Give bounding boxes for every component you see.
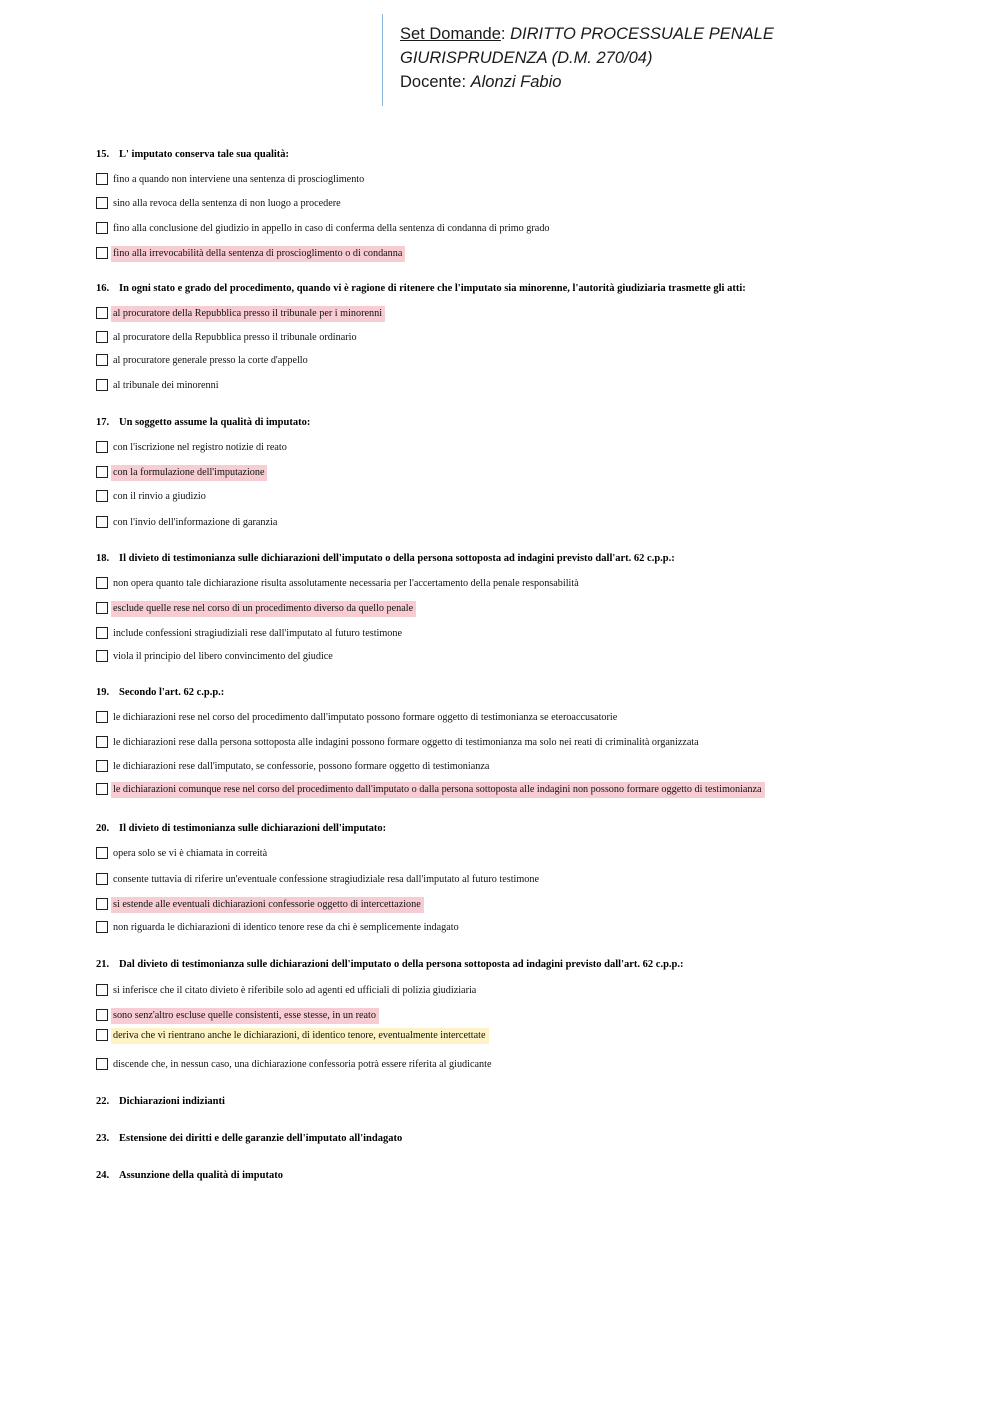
option-text: al procuratore della Repubblica presso il tribunale ordinario [113, 332, 357, 343]
question-number: 17. [96, 417, 110, 428]
option-text: si inferisce che il citato divieto è riferibile solo ad agenti ed ufficiali di polizia giudiziaria [113, 985, 477, 996]
question-24 [96, 1170, 283, 1181]
answer-checkbox[interactable] [96, 760, 108, 772]
question-text: Secondo l'art. 62 c.p.p.: [119, 687, 225, 698]
question-number: 21. [96, 959, 110, 970]
answer-checkbox[interactable] [96, 783, 108, 795]
course-title-line1: DIRITTO PROCESSUALE PENALE [510, 25, 774, 43]
teacher-name: Alonzi Fabio [470, 73, 562, 91]
option-text: sino alla revoca della sentenza di non luogo a procedere [113, 198, 341, 209]
question-number: 20. [96, 823, 110, 834]
answer-checkbox[interactable] [96, 1058, 108, 1070]
answer-checkbox[interactable] [96, 627, 108, 639]
answer-checkbox[interactable] [96, 222, 108, 234]
question-text: Dichiarazioni indizianti [119, 1096, 225, 1107]
answer-checkbox[interactable] [96, 247, 108, 259]
option-text: fino a quando non interviene una sentenza di proscioglimento [113, 174, 365, 185]
option-text: con l'invio dell'informazione di garanzia [113, 517, 278, 528]
answer-checkbox[interactable] [96, 354, 108, 366]
option-text: discende che, in nessun caso, una dichiarazione confessoria potrà essere riferita al giudicante [113, 1059, 492, 1070]
set-label: Set Domande [400, 25, 501, 43]
question-16 [96, 283, 746, 294]
option-text: non riguarda le dichiarazioni di identico tenore rese da chi è semplicemente indagato [113, 922, 459, 933]
question-21 [96, 959, 684, 970]
question-number: 16. [96, 283, 110, 294]
question-number: 18. [96, 553, 110, 564]
option-text: non opera quanto tale dichiarazione risulta assolutamente necessaria per l'accertamento della penale responsabilità [113, 578, 579, 589]
question-20 [96, 823, 386, 834]
answer-checkbox[interactable] [96, 650, 108, 662]
option-text: le dichiarazioni rese nel corso del procedimento dall'imputato possono formare oggetto di testimonianza se eteroaccusatorie [113, 712, 618, 723]
answer-checkbox[interactable] [96, 331, 108, 343]
question-text: In ogni stato e grado del procedimento, quando vi è ragione di ritenere che l'imputato sia minorenne, l'autorità giudiziaria trasmette gli atti: [119, 283, 746, 294]
answer-checkbox[interactable] [96, 173, 108, 185]
question-22 [96, 1096, 225, 1107]
option-text: con il rinvio a giudizio [113, 491, 206, 502]
option-text: al procuratore della Repubblica presso il tribunale per i minorenni [111, 306, 385, 322]
option-text: opera solo se vi è chiamata in correità [113, 848, 268, 859]
question-text: Dal divieto di testimonianza sulle dichiarazioni dell'imputato o della persona sottoposta ad indagini previsto dall'art. 62 c.p.p.: [119, 959, 684, 970]
answer-checkbox[interactable] [96, 441, 108, 453]
answer-checkbox[interactable] [96, 873, 108, 885]
question-text: Il divieto di testimonianza sulle dichiarazioni dell'imputato o della persona sottoposta ad indagini previsto dall'art. 62 c.p.p.: [119, 553, 675, 564]
option-text: si estende alle eventuali dichiarazioni confessorie oggetto di intercettazione [111, 897, 424, 913]
question-number: 23. [96, 1133, 110, 1144]
question-18 [96, 553, 675, 564]
answer-checkbox[interactable] [96, 307, 108, 319]
answer-checkbox[interactable] [96, 898, 108, 910]
option-text: al tribunale dei minorenni [113, 380, 219, 391]
question-17 [96, 417, 310, 428]
answer-checkbox[interactable] [96, 1009, 108, 1021]
option-text: deriva che vi rientrano anche le dichiarazioni, di identico tenore, eventualmente intercettate [111, 1028, 489, 1044]
option-text: esclude quelle rese nel corso di un procedimento diverso da quello penale [111, 601, 416, 617]
option-text: fino alla conclusione del giudizio in appello in caso di conferma della sentenza di condanna di primo grado [113, 223, 550, 234]
question-text: L' imputato conserva tale sua qualità: [119, 149, 290, 160]
answer-checkbox[interactable] [96, 516, 108, 528]
question-text: Il divieto di testimonianza sulle dichiarazioni dell'imputato: [119, 823, 387, 834]
answer-checkbox[interactable] [96, 197, 108, 209]
answer-checkbox[interactable] [96, 1029, 108, 1041]
option-text: con la formulazione dell'imputazione [111, 465, 267, 481]
option-text: le dichiarazioni rese dalla persona sottoposta alle indagini possono formare oggetto di testimonianza ma solo nei reati di criminalità organizzata [113, 737, 699, 748]
question-15 [96, 149, 289, 160]
header-teacher-line [400, 70, 774, 94]
answer-checkbox[interactable] [96, 466, 108, 478]
question-text: Assunzione della qualità di imputato [119, 1170, 283, 1181]
option-text: sono senz'altro escluse quelle consistenti, esse stesse, in un reato [111, 1008, 379, 1024]
set-separator: : [500, 25, 511, 43]
option-text: consente tuttavia di riferire un'eventuale confessione stragiudiziale resa dall'imputato al futuro testimone [113, 874, 540, 885]
question-text: Estensione dei diritti e delle garanzie dell'imputato all'indagato [119, 1133, 403, 1144]
answer-checkbox[interactable] [96, 490, 108, 502]
answer-checkbox[interactable] [96, 736, 108, 748]
option-text: include confessioni stragiudiziali rese dall'imputato al futuro testimone [113, 628, 402, 639]
teacher-label: Docente: [400, 73, 471, 91]
option-text: fino alla irrevocabilità della sentenza di proscioglimento o di condanna [111, 246, 405, 262]
answer-checkbox[interactable] [96, 602, 108, 614]
question-23 [96, 1133, 402, 1144]
option-text: viola il principio del libero convincimento del giudice [113, 651, 333, 662]
question-number: 15. [96, 149, 110, 160]
question-number: 22. [96, 1096, 110, 1107]
question-number: 19. [96, 687, 110, 698]
answer-checkbox[interactable] [96, 711, 108, 723]
option-text: al procuratore generale presso la corte d'appello [113, 355, 308, 366]
header-set-line [400, 22, 774, 46]
question-text: Un soggetto assume la qualità di imputato: [119, 417, 311, 428]
option-text: le dichiarazioni rese dall'imputato, se confessorie, possono formare oggetto di testimonianza [113, 761, 490, 772]
option-text: con l'iscrizione nel registro notizie di reato [113, 442, 287, 453]
document-header [400, 22, 774, 94]
answer-checkbox[interactable] [96, 921, 108, 933]
course-title-line2: GIURISPRUDENZA (D.M. 270/04) [400, 49, 653, 67]
answer-checkbox[interactable] [96, 577, 108, 589]
question-number: 24. [96, 1170, 110, 1181]
answer-checkbox[interactable] [96, 984, 108, 996]
answer-checkbox[interactable] [96, 847, 108, 859]
answer-checkbox[interactable] [96, 379, 108, 391]
question-19 [96, 687, 224, 698]
header-divider [382, 14, 383, 106]
option-text: le dichiarazioni comunque rese nel corso del procedimento dall'imputato o dalla persona sottoposta alle indagini non possono formare oggetto di testimonianza [111, 782, 765, 798]
